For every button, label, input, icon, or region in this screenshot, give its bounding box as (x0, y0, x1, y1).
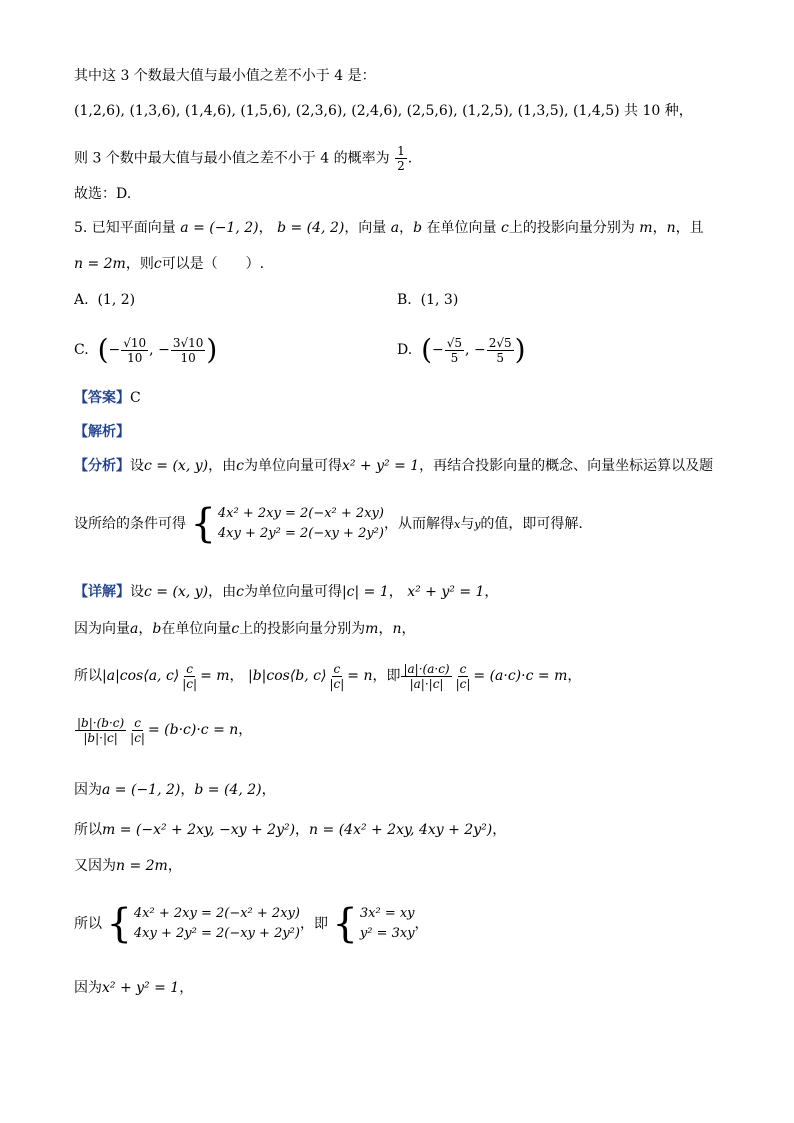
text-line: 因为a = (−1, 2)，b = (4, 2)， (74, 782, 276, 798)
projection-line: 所以|a|cos⟨a, c⟩ $\frac{c}{|c|}$ = m， |b|cos⟨b, c⟩ $\frac{c}{|c|}$ = n，即 $\frac{|a|\cdot(a\cdot c)}{|a|\cdot|c|}$ $\frac{c}{|c|}$ = (a·c)·c = m， (74, 661, 582, 691)
math: b = (4, 2) (277, 220, 345, 236)
text: . (407, 150, 413, 167)
text: ，且 (675, 220, 704, 236)
text: 则 3 个数中最大值与最小值之差不小于 4 的概率为 (74, 150, 390, 167)
math: a = (−1, 2) (180, 220, 259, 236)
question-5: 5. 已知平面向量 a = (−1, 2)， b = (4, 2)，向量 a，b 在单位向量 c上的投影向量分别为 m，n，且 (74, 220, 704, 236)
text: 5. 已知平面向量 (74, 220, 176, 236)
option-b: B. (1, 3) (397, 292, 459, 308)
analysis-tag: 【解析】 (74, 424, 130, 440)
xiangjie-line: 【详解】设c = (x, y)，由c为单位向量可得|c| = 1， x² + y² = 1， (74, 584, 499, 600)
text: ，向量 (344, 220, 387, 236)
text-line (74, 184, 131, 204)
text: 故选：D. (74, 186, 132, 202)
answer-value: C (130, 390, 141, 406)
systems-line: 所以 { 4x² + 2xy = 2(−x² + 2xy) 4xy + 2y² = 2(−xy + 2y²) ，即 { 3x² = xy y² = 3xy ， (74, 901, 429, 947)
text-line: 所以m = (−x² + 2xy, −xy + 2y²)，n = (4x² + 2xy, 4xy + 2y²)， (74, 822, 507, 838)
fenxi-line: 【分析】设c = (x, y)，由c为单位向量可得x² + y² = 1，再结合投影向量的概念、向量坐标运算以及题 (74, 458, 714, 474)
option-a: A. (1, 2) (74, 292, 136, 308)
fraction: $\frac{1}{2}$ (397, 144, 405, 173)
math: n = 2m (74, 256, 126, 272)
answer-line (74, 388, 141, 408)
analysis-line (74, 422, 130, 442)
text-line: 因为向量a，b在单位向量c上的投影向量分别为m，n， (74, 621, 416, 637)
projection-line-2: $\frac{|b|\cdot(b\cdot c)}{|b|\cdot|c|}$ $\frac{c}{|c|}$ = (b·c)·c = n， (77, 715, 253, 745)
text-line (74, 144, 412, 173)
text-line (74, 66, 376, 86)
text: ，则 (125, 256, 154, 272)
text: 在单位向量 (426, 220, 497, 236)
fenxi-line-2: 设所给的条件可得 { 4x² + 2xy = 2(−x² + 2xy) 4xy + 2y² = 2(−xy + 2y²) ，从而解得x与y的值，即可得解. (74, 501, 583, 547)
equation-system: { 4x² + 2xy = 2(−x² + 2xy) 4xy + 2y² = 2(−xy + 2y²) (190, 501, 384, 547)
answer-tag: 【答案】 (74, 390, 130, 406)
text-line (74, 101, 693, 121)
math-list: (1,2,6), (1,3,6), (1,4,6), (1,5,6), (2,3,6), (2,4,6), (2,5,6), (1,2,5), (1,3,5), (1,4,5) (74, 103, 620, 119)
option-c: C. (− $\frac{√10}{10}$ , − $\frac{3√10}{10}$ ) (74, 333, 218, 366)
question-5-cont: n = 2m，则c可以是（ ）. (74, 256, 265, 272)
text-line: 因为x² + y² = 1， (74, 980, 194, 996)
text: 可以是（ ）. (161, 256, 265, 272)
text-line: 又因为n = 2m， (74, 858, 182, 874)
text: 上的投影向量分别为 (508, 220, 635, 236)
text: 其中这 3 个数最大值与最小值之差不小于 4 是： (74, 68, 376, 84)
equation-system: { 4x² + 2xy = 2(−x² + 2xy) 4xy + 2y² = 2(−xy + 2y²) (106, 901, 300, 947)
equation-system: { 3x² = xy y² = 3xy (332, 901, 415, 947)
option-d: D. (− $\frac{√5}{5}$ , − $\frac{2√5}{5}$ ) (397, 333, 526, 366)
text: 共 10 种， (624, 103, 693, 119)
